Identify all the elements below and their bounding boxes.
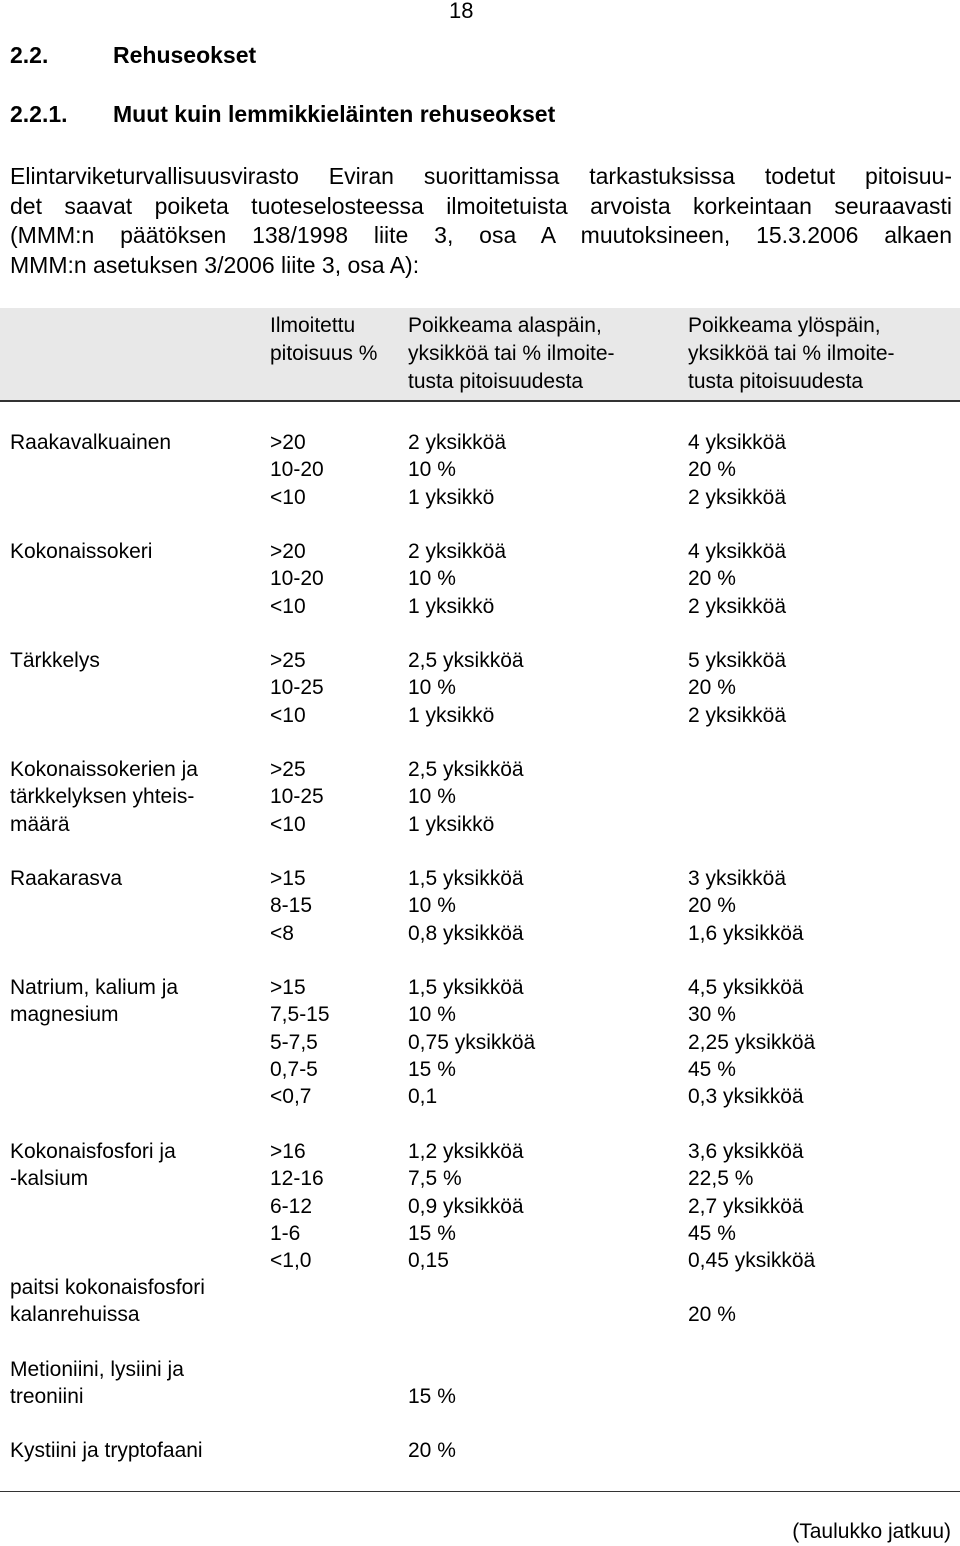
deviation-down-cell: 7,5 %	[408, 1167, 462, 1191]
header-line: Ilmoitettu	[270, 314, 356, 337]
deviation-down-cell: 0,8 yksikköä	[408, 921, 524, 945]
header-line: Poikkeama alaspäin,	[408, 314, 602, 337]
deviation-down-cell: 2 yksikköä	[408, 540, 507, 563]
deviation-down-cell: 0,9 yksikköä	[408, 1194, 524, 1218]
deviation-down-cell: 1 yksikkö	[408, 812, 495, 836]
declared-content-cell: 10-25	[270, 785, 324, 809]
deviation-down-cell: 15 %	[408, 1057, 456, 1081]
deviation-up-cell: 4 yksikköä	[688, 540, 787, 563]
nutrient-label: Raakarasva	[10, 867, 123, 890]
table-continues-note: (Taulukko jatkuu)	[792, 1520, 951, 1543]
deviation-down-cell: 1 yksikkö	[408, 485, 495, 509]
deviation-down-cell: 1,5 yksikköä	[408, 867, 524, 890]
header-deviation-down	[408, 312, 615, 396]
declared-content-cell: <10	[270, 485, 306, 509]
deviation-up-cell: 4,5 yksikköä	[688, 976, 804, 999]
declared-content-cell: 10-20	[270, 458, 324, 482]
deviation-down-cell: 1,5 yksikköä	[408, 976, 524, 999]
deviation-down-cell: 10 %	[408, 567, 456, 591]
deviation-down-cell: 10 %	[408, 458, 456, 482]
declared-content-cell: <10	[270, 594, 306, 618]
declared-content-cell: >25	[270, 758, 306, 781]
header-line: Poikkeama ylöspäin,	[688, 314, 881, 337]
nutrient-label: Raakavalkuainen	[10, 431, 172, 454]
deviation-up-cell: 2 yksikköä	[688, 594, 787, 618]
section-title: Rehuseokset	[113, 42, 257, 68]
nutrient-label: Kokonaisfosfori ja	[10, 1140, 176, 1163]
deviation-down-cell: 2,5 yksikköä	[408, 758, 524, 781]
deviation-down-cell: 15 %	[408, 1385, 456, 1409]
nutrient-label: Kokonaissokerien ja	[10, 758, 198, 781]
deviation-down-cell: 1,2 yksikköä	[408, 1140, 524, 1163]
declared-content-cell: 10-20	[270, 567, 324, 591]
deviation-down-cell: 0,1	[408, 1085, 438, 1109]
nutrient-label: Tärkkelys	[10, 649, 100, 672]
deviation-up-cell: 45 %	[688, 1057, 736, 1081]
header-line: tusta pitoisuudesta	[408, 370, 584, 393]
nutrient-label: -kalsium	[10, 1167, 89, 1191]
deviation-up-cell: 1,6 yksikköä	[688, 921, 804, 945]
intro-line: MMM:n asetuksen 3/2006 liite 3, osa A):	[10, 251, 420, 278]
declared-content-cell: <0,7	[270, 1085, 312, 1109]
deviation-up-cell: 0,3 yksikköä	[688, 1085, 804, 1109]
nutrient-label: Natrium, kalium ja	[10, 976, 179, 999]
deviation-up-cell: 2 yksikköä	[688, 703, 787, 727]
nutrient-label: kalanrehuissa	[10, 1303, 140, 1327]
deviation-up-cell: 0,45 yksikköä	[688, 1249, 816, 1273]
deviation-down-cell: 2 yksikköä	[408, 431, 507, 454]
deviation-up-cell: 30 %	[688, 1003, 736, 1027]
table-bottom-rule	[0, 1491, 960, 1492]
section-number: 2.2.	[10, 42, 49, 68]
deviation-up-cell: 5 yksikköä	[688, 649, 787, 672]
deviation-up-cell: 2,7 yksikköä	[688, 1194, 804, 1218]
deviation-up-cell: 3 yksikköä	[688, 867, 787, 890]
deviation-up-cell: 20 %	[688, 676, 736, 700]
header-line: pitoisuus %	[270, 342, 378, 365]
declared-content-cell: 12-16	[270, 1167, 324, 1191]
declared-content-cell: 10-25	[270, 676, 324, 700]
declared-content-cell: >16	[270, 1140, 306, 1163]
deviation-down-cell: 10 %	[408, 785, 456, 809]
declared-content-cell: 5-7,5	[270, 1030, 318, 1054]
deviation-up-cell: 2,25 yksikköä	[688, 1030, 816, 1054]
deviation-down-cell: 1 yksikkö	[408, 703, 495, 727]
nutrient-label: Metioniini, lysiini ja	[10, 1358, 184, 1381]
nutrient-label: Kystiini ja tryptofaani	[10, 1439, 203, 1462]
nutrient-label: määrä	[10, 812, 70, 836]
nutrient-label: Kokonaissokeri	[10, 540, 153, 563]
declared-content-cell: <10	[270, 812, 306, 836]
declared-content-cell: >25	[270, 649, 306, 672]
deviation-up-cell: 20 %	[688, 567, 736, 591]
declared-content-cell: 1-6	[270, 1221, 301, 1245]
deviation-down-cell: 10 %	[408, 894, 456, 918]
declared-content-cell: 0,7-5	[270, 1057, 318, 1081]
deviation-down-cell: 1 yksikkö	[408, 594, 495, 618]
deviation-down-cell: 10 %	[408, 1003, 456, 1027]
nutrient-label: tärkkelyksen yhteis-	[10, 785, 195, 809]
deviation-down-cell: 0,75 yksikköä	[408, 1030, 536, 1054]
declared-content-cell: >15	[270, 976, 306, 999]
deviation-up-cell: 45 %	[688, 1221, 736, 1245]
declared-content-cell: 7,5-15	[270, 1003, 330, 1027]
intro-paragraph	[10, 162, 952, 280]
deviation-up-cell: 20 %	[688, 458, 736, 482]
declared-content-cell: <10	[270, 703, 306, 727]
header-declared-content	[270, 312, 377, 368]
nutrient-label: paitsi kokonaisfosfori	[10, 1276, 205, 1299]
nutrient-label: magnesium	[10, 1003, 119, 1027]
deviation-down-cell: 0,15	[408, 1249, 449, 1273]
header-deviation-up	[688, 312, 895, 396]
deviation-up-cell: 3,6 yksikköä	[688, 1140, 804, 1163]
deviation-up-cell: 22,5 %	[688, 1167, 754, 1191]
intro-line: Elintarviketurvallisuusvirasto Eviran suorittamissa tarkastuksissa todetut pitoisuu-	[10, 163, 952, 189]
intro-line: (MMM:n päätöksen 138/1998 liite 3, osa A muutoksineen, 15.3.2006 alkaen	[10, 222, 952, 248]
subsection-number: 2.2.1.	[10, 101, 68, 127]
subsection-title: Muut kuin lemmikkieläinten rehuseokset	[113, 101, 556, 127]
intro-line: det saavat poiketa tuoteselosteessa ilmoitetuista arvoista korkeintaan seuraavasti	[10, 192, 952, 219]
deviation-up-cell: 2 yksikköä	[688, 485, 787, 509]
deviation-up-cell: 20 %	[688, 894, 736, 918]
declared-content-cell: >20	[270, 540, 306, 563]
header-line: tusta pitoisuudesta	[688, 370, 864, 393]
declared-content-cell: <8	[270, 921, 294, 945]
deviation-up-cell: 20 %	[688, 1303, 736, 1327]
declared-content-cell: >15	[270, 867, 306, 890]
declared-content-cell: >20	[270, 431, 306, 454]
header-line: yksikköä tai % ilmoite-	[408, 342, 615, 365]
page-number: 18	[449, 0, 474, 23]
deviation-down-cell: 10 %	[408, 676, 456, 700]
declared-content-cell: <1,0	[270, 1249, 312, 1273]
deviation-down-cell: 20 %	[408, 1439, 456, 1462]
nutrient-label: treoniini	[10, 1385, 84, 1409]
deviation-up-cell: 4 yksikköä	[688, 431, 787, 454]
deviation-down-cell: 2,5 yksikköä	[408, 649, 524, 672]
declared-content-cell: 8-15	[270, 894, 313, 918]
header-line: yksikköä tai % ilmoite-	[688, 342, 895, 365]
deviation-down-cell: 15 %	[408, 1221, 456, 1245]
declared-content-cell: 6-12	[270, 1194, 313, 1218]
